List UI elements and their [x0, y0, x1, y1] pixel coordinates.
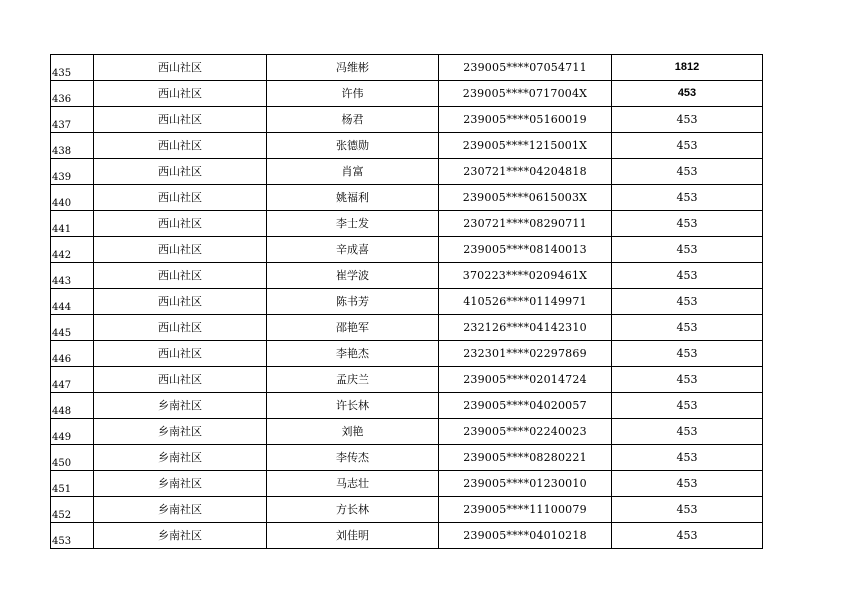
person-name-cell: 孟庆兰 [267, 367, 439, 393]
table-row [51, 315, 763, 341]
amount-cell: 453 [612, 367, 763, 393]
person-name-cell: 陈书芳 [267, 289, 439, 315]
row-index-cell: 451 [51, 471, 94, 497]
table-row [51, 185, 763, 211]
amount-cell: 1812 [612, 55, 763, 81]
amount-cell: 453 [612, 419, 763, 445]
community-cell: 乡南社区 [94, 445, 267, 471]
row-index-cell: 435 [51, 55, 94, 81]
id-number-cell: 239005****01230010 [439, 471, 612, 497]
person-name-cell: 李传杰 [267, 445, 439, 471]
amount-cell: 453 [612, 497, 763, 523]
table-row [51, 211, 763, 237]
community-cell: 西山社区 [94, 211, 267, 237]
id-number-cell: 239005****07054711 [439, 55, 612, 81]
amount-cell: 453 [612, 81, 763, 107]
roster-body [51, 55, 763, 549]
row-index-cell: 444 [51, 289, 94, 315]
person-name-cell: 杨君 [267, 107, 439, 133]
person-name-cell: 刘艳 [267, 419, 439, 445]
roster-table [50, 54, 763, 549]
row-index-cell: 449 [51, 419, 94, 445]
id-number-cell: 239005****08280221 [439, 445, 612, 471]
amount-cell: 453 [612, 185, 763, 211]
row-index-cell: 452 [51, 497, 94, 523]
community-cell: 乡南社区 [94, 419, 267, 445]
id-number-cell: 239005****02014724 [439, 367, 612, 393]
id-number-cell: 239005****11100079 [439, 497, 612, 523]
row-index-cell: 437 [51, 107, 94, 133]
amount-cell: 453 [612, 133, 763, 159]
community-cell: 西山社区 [94, 237, 267, 263]
person-name-cell: 冯维彬 [267, 55, 439, 81]
person-name-cell: 邵艳军 [267, 315, 439, 341]
id-number-cell: 239005****04020057 [439, 393, 612, 419]
person-name-cell: 许长林 [267, 393, 439, 419]
amount-cell: 453 [612, 289, 763, 315]
table-row [51, 133, 763, 159]
community-cell: 西山社区 [94, 315, 267, 341]
id-number-cell: 232126****04142310 [439, 315, 612, 341]
person-name-cell: 李艳杰 [267, 341, 439, 367]
id-number-cell: 239005****08140013 [439, 237, 612, 263]
amount-cell: 453 [612, 393, 763, 419]
community-cell: 乡南社区 [94, 523, 267, 549]
table-row [51, 107, 763, 133]
community-cell: 乡南社区 [94, 471, 267, 497]
amount-cell: 453 [612, 211, 763, 237]
id-number-cell: 410526****01149971 [439, 289, 612, 315]
row-index-cell: 450 [51, 445, 94, 471]
id-number-cell: 230721****04204818 [439, 159, 612, 185]
community-cell: 西山社区 [94, 159, 267, 185]
amount-cell: 453 [612, 159, 763, 185]
community-cell: 西山社区 [94, 55, 267, 81]
person-name-cell: 许伟 [267, 81, 439, 107]
id-number-cell: 239005****04010218 [439, 523, 612, 549]
id-number-cell: 239005****0717004X [439, 81, 612, 107]
amount-cell: 453 [612, 263, 763, 289]
amount-cell: 453 [612, 315, 763, 341]
row-index-cell: 446 [51, 341, 94, 367]
id-number-cell: 239005****1215001X [439, 133, 612, 159]
table-row [51, 341, 763, 367]
row-index-cell: 447 [51, 367, 94, 393]
community-cell: 西山社区 [94, 107, 267, 133]
amount-cell: 453 [612, 471, 763, 497]
person-name-cell: 姚福利 [267, 185, 439, 211]
person-name-cell: 张德勋 [267, 133, 439, 159]
person-name-cell: 刘佳明 [267, 523, 439, 549]
table-row [51, 523, 763, 549]
row-index-cell: 448 [51, 393, 94, 419]
person-name-cell: 辛成喜 [267, 237, 439, 263]
row-index-cell: 441 [51, 211, 94, 237]
row-index-cell: 439 [51, 159, 94, 185]
table-row [51, 263, 763, 289]
table-row [51, 367, 763, 393]
id-number-cell: 230721****08290711 [439, 211, 612, 237]
person-name-cell: 肖富 [267, 159, 439, 185]
row-index-cell: 436 [51, 81, 94, 107]
id-number-cell: 239005****02240023 [439, 419, 612, 445]
row-index-cell: 453 [51, 523, 94, 549]
community-cell: 乡南社区 [94, 393, 267, 419]
row-index-cell: 442 [51, 237, 94, 263]
table-row [51, 159, 763, 185]
table-row [51, 237, 763, 263]
amount-cell: 453 [612, 237, 763, 263]
table-row [51, 289, 763, 315]
community-cell: 西山社区 [94, 263, 267, 289]
row-index-cell: 438 [51, 133, 94, 159]
amount-cell: 453 [612, 341, 763, 367]
row-index-cell: 440 [51, 185, 94, 211]
community-cell: 西山社区 [94, 289, 267, 315]
table-row [51, 419, 763, 445]
amount-cell: 453 [612, 523, 763, 549]
person-name-cell: 李士发 [267, 211, 439, 237]
table-row [51, 471, 763, 497]
table-row [51, 393, 763, 419]
community-cell: 西山社区 [94, 341, 267, 367]
person-name-cell: 方长林 [267, 497, 439, 523]
community-cell: 乡南社区 [94, 497, 267, 523]
amount-cell: 453 [612, 445, 763, 471]
community-cell: 西山社区 [94, 81, 267, 107]
table-row [51, 497, 763, 523]
id-number-cell: 370223****0209461X [439, 263, 612, 289]
table-row [51, 55, 763, 81]
amount-cell: 453 [612, 107, 763, 133]
row-index-cell: 443 [51, 263, 94, 289]
community-cell: 西山社区 [94, 185, 267, 211]
table-row [51, 81, 763, 107]
person-name-cell: 崔学波 [267, 263, 439, 289]
id-number-cell: 239005****05160019 [439, 107, 612, 133]
community-cell: 西山社区 [94, 367, 267, 393]
id-number-cell: 232301****02297869 [439, 341, 612, 367]
community-cell: 西山社区 [94, 133, 267, 159]
table-row [51, 445, 763, 471]
person-name-cell: 马志壮 [267, 471, 439, 497]
row-index-cell: 445 [51, 315, 94, 341]
id-number-cell: 239005****0615003X [439, 185, 612, 211]
